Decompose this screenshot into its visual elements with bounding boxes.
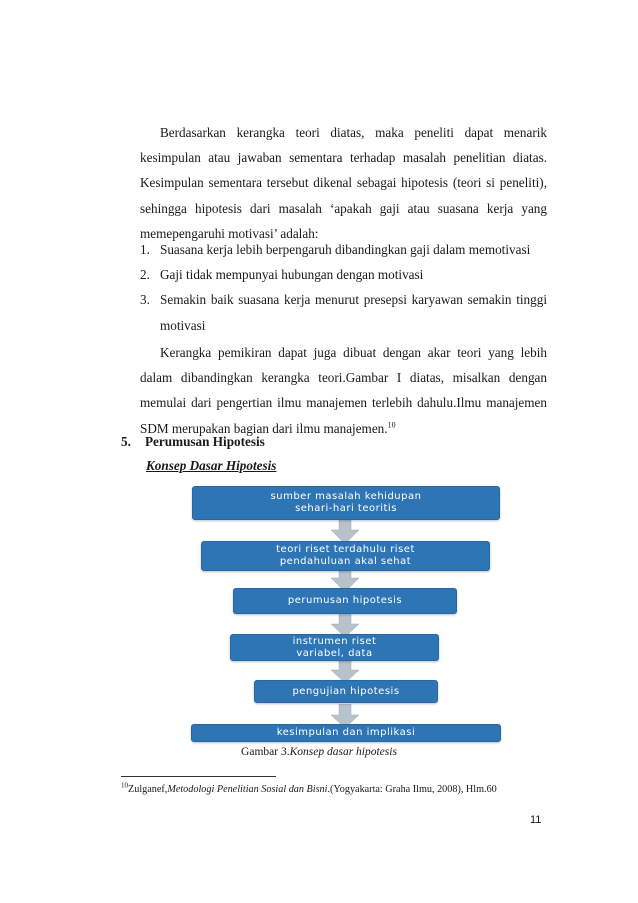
footnote: $^{10}$Zulganef,Metodologi Penelitian Sosial dan Bisni.(Yogyakarta: Graha Ilmu, 2008), Hlm.60 (121, 781, 497, 795)
flow-step-conclusion: kesimpulan dan implikasi (191, 724, 501, 742)
flow-step-problem-source: sumber masalah kehidupan sehari-hari teoritis (192, 486, 500, 520)
subsection-heading: Konsep Dasar Hipotesis (146, 458, 277, 473)
list-item: 1. Suasana kerja lebih berpengaruh dibandingkan gaji dalam memotivasi (140, 242, 531, 257)
list-item: 3. Semakin baik suasana kerja menurut presepsi karyawan semakin tinggi motivasi (140, 292, 547, 333)
flow-step-hypothesis-formulation: perumusan hipotesis (233, 588, 457, 614)
footnote-ref: 10 (387, 420, 396, 430)
page-number: 11 (530, 814, 542, 826)
paragraph-framework-depth: Kerangka pemikiran dapat juga dibuat dengan akar teori yang lebih dalam dibandingkan kerangka teori.Gambar I diatas, misalkan dengan memulai dari pengertian ilmu manajemen terlebih dahulu.Ilmu manajemen SDM merupakan bagian dari ilmu manajemen.$^{10}$ (140, 345, 547, 436)
flow-step-prior-research: teori riset terdahulu riset pendahuluan akal sehat (201, 541, 490, 571)
list-item: 2. Gaji tidak mempunyai hubungan dengan motivasi (140, 267, 424, 283)
section-heading: 5. Perumusan Hipotesis (121, 434, 265, 449)
footnote-divider (121, 776, 276, 777)
paragraph-framework-conclusion: Berdasarkan kerangka teori diatas, maka peneliti dapat menarik kesimpulan atau jawaban sementara terhadap masalah penelitian diatas. Kesimpulan sementara tersebut dikenal sebagai hipotesis (teori si peneliti), sehingga hipotesis dari masalah ‘apakah gaji atau suasana kerja yang memepengaruhi motivasi’ adalah: (140, 125, 547, 241)
figure-caption: Gambar 3.Konsep dasar hipotesis (241, 746, 397, 758)
flow-step-hypothesis-testing: pengujian hipotesis (254, 680, 438, 703)
flow-step-research-instrument: instrumen riset variabel, data (230, 634, 439, 661)
